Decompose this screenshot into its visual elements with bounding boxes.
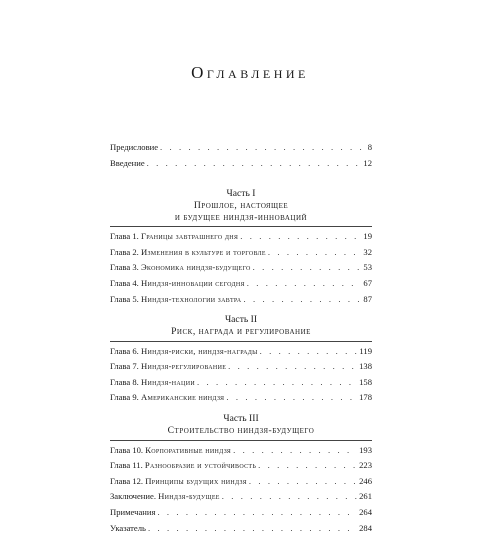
toc-page-number: 264	[359, 508, 372, 517]
toc-entry-chapter-11[interactable]	[110, 461, 372, 477]
toc-page-number: 246	[359, 477, 372, 486]
toc-entry-chapter-7[interactable]	[110, 362, 372, 378]
toc-page-number: 193	[359, 446, 372, 455]
dot-leader	[253, 263, 362, 272]
chapter-title: Принципы будущих ниндзя	[145, 476, 247, 486]
toc-page-number: 223	[359, 461, 372, 470]
chapter-title: Границы завтрашнего дня	[141, 231, 238, 241]
chapter-prefix: Заключение.	[110, 491, 156, 501]
toc-entry-notes[interactable]	[110, 508, 372, 524]
toc-entry-label: Примечания	[110, 508, 155, 517]
chapter-title: Разнообразие и устойчивость	[145, 460, 256, 470]
dot-leader	[226, 393, 357, 402]
chapter-prefix: Глава 10.	[110, 445, 143, 455]
chapter-prefix: Глава 5.	[110, 294, 139, 304]
toc-page-number: 178	[359, 393, 372, 402]
chapter-title: Ниндзя-технологии завтра	[141, 294, 242, 304]
toc-page-number: 53	[363, 263, 372, 272]
toc-page-number: 19	[363, 232, 372, 241]
toc-entry-chapter-12[interactable]	[110, 477, 372, 493]
dot-leader	[258, 461, 357, 470]
toc-entry-chapter-1[interactable]	[110, 232, 372, 248]
chapter-title: Ниндзя-риски, ниндзя-награды	[141, 346, 258, 356]
toc-entry-chapter-9[interactable]	[110, 393, 372, 409]
chapter-prefix: Глава 11.	[110, 460, 143, 470]
part-title-line: Прошлое, настоящее	[110, 200, 372, 212]
dot-leader	[157, 508, 357, 517]
chapter-title: Ниндзя-инновации сегодня	[141, 278, 245, 288]
toc-page-number: 12	[363, 159, 372, 168]
toc-entry-chapter-10[interactable]	[110, 446, 372, 462]
part-number: Часть I	[110, 188, 372, 200]
dot-leader	[228, 362, 357, 371]
part-number: Часть III	[110, 413, 372, 425]
toc-entry-introduction[interactable]	[110, 159, 372, 175]
dot-leader	[268, 248, 362, 257]
dot-leader	[197, 378, 357, 387]
part-heading-2	[110, 314, 372, 342]
chapter-title: Корпоративные ниндзя	[145, 445, 231, 455]
part-heading-1	[110, 188, 372, 227]
chapter-prefix: Глава 12.	[110, 476, 143, 486]
toc-entry-preface[interactable]	[110, 143, 372, 159]
toc-entry-label: Указатель	[110, 524, 146, 533]
chapter-title: Ниндзя-будущее	[158, 491, 220, 501]
chapter-prefix: Глава 6.	[110, 346, 139, 356]
toc-page-number: 261	[359, 492, 372, 501]
toc-page-number: 119	[359, 347, 372, 356]
chapter-title: Изменения в культуре и торговле	[141, 247, 266, 257]
dot-leader	[148, 524, 357, 533]
toc-entry-label: Введение	[110, 159, 145, 168]
toc-entry-chapter-4[interactable]	[110, 279, 372, 295]
toc-entry-conclusion[interactable]	[110, 492, 372, 508]
toc-entry-index[interactable]	[110, 524, 372, 539]
dot-leader	[243, 295, 361, 304]
toc-entry-chapter-5[interactable]	[110, 295, 372, 311]
dot-leader	[222, 492, 357, 501]
dot-leader	[249, 477, 357, 486]
chapter-prefix: Глава 2.	[110, 247, 139, 257]
dot-leader	[147, 159, 362, 168]
dot-leader	[233, 446, 357, 455]
chapter-prefix: Глава 3.	[110, 262, 139, 272]
page-title: Оглавление	[0, 63, 500, 83]
chapter-prefix: Глава 1.	[110, 231, 139, 241]
part-heading-3	[110, 413, 372, 441]
chapter-prefix: Глава 4.	[110, 278, 139, 288]
toc-entry-chapter-3[interactable]	[110, 263, 372, 279]
table-of-contents	[110, 143, 372, 539]
chapter-title: Американские ниндзя	[141, 392, 224, 402]
dot-leader	[160, 143, 366, 152]
chapter-prefix: Глава 9.	[110, 392, 139, 402]
chapter-title: Ниндзя-регулирование	[141, 361, 226, 371]
dot-leader	[240, 232, 361, 241]
toc-entry-label: Предисловие	[110, 143, 158, 152]
chapter-title: Ниндзя-нации	[141, 377, 195, 387]
toc-entry-chapter-2[interactable]	[110, 248, 372, 264]
chapter-prefix: Глава 7.	[110, 361, 139, 371]
toc-page-number: 87	[363, 295, 372, 304]
part-title-line: и будущее ниндзя-инноваций	[110, 212, 372, 224]
toc-entry-chapter-6[interactable]	[110, 347, 372, 363]
toc-page-number: 8	[368, 143, 372, 152]
part-title-line: Риск, награда и регулирование	[110, 326, 372, 338]
toc-page-number: 158	[359, 378, 372, 387]
toc-page-number: 67	[363, 279, 372, 288]
toc-entry-chapter-8[interactable]	[110, 378, 372, 394]
chapter-title: Экономика ниндзя-будущего	[141, 262, 251, 272]
toc-page-number: 138	[359, 362, 372, 371]
toc-page-number: 284	[359, 524, 372, 533]
dot-leader	[260, 347, 358, 356]
dot-leader	[247, 279, 362, 288]
part-number: Часть II	[110, 314, 372, 326]
part-title-line: Строительство ниндзя-будущего	[110, 425, 372, 437]
chapter-prefix: Глава 8.	[110, 377, 139, 387]
toc-page-number: 32	[363, 248, 372, 257]
